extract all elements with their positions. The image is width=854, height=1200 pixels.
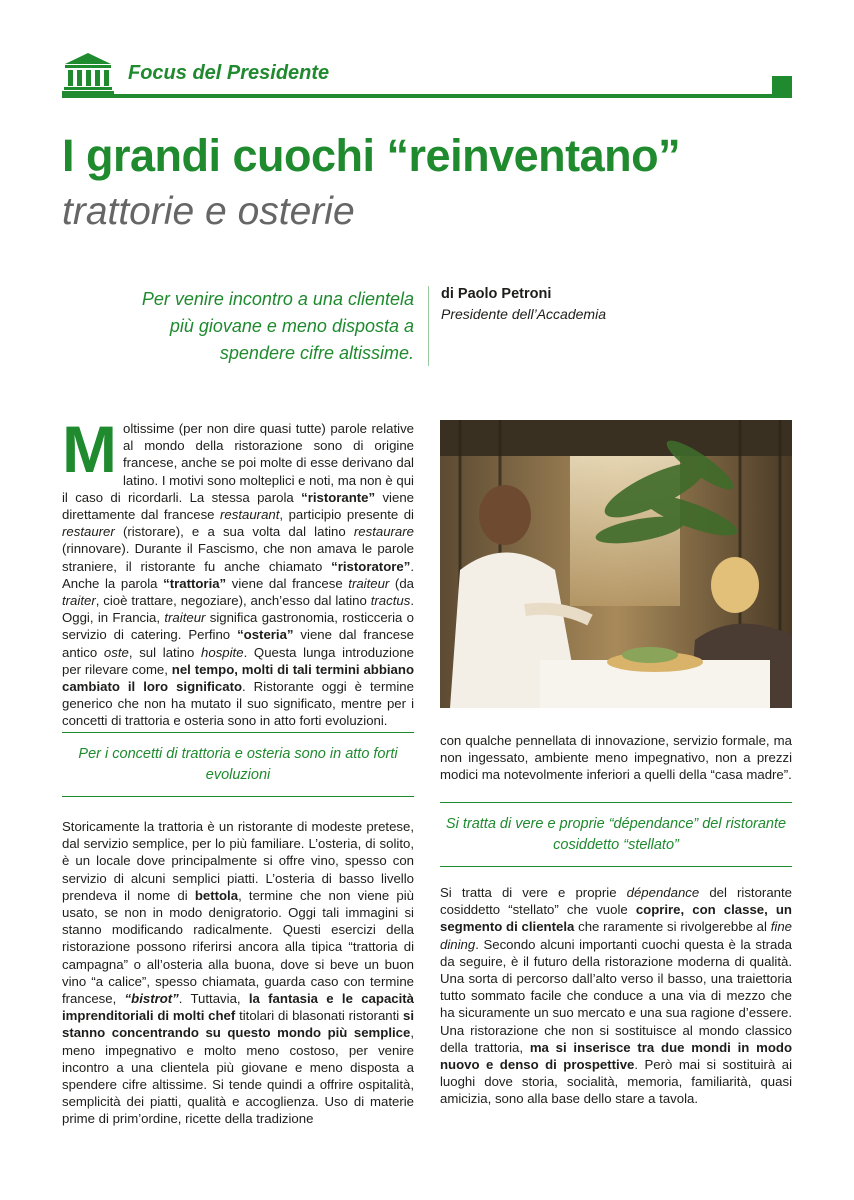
- header-rule: [62, 94, 792, 98]
- text-run: nel tempo, molti di tali termini abbiano cambiato il loro significato: [62, 661, 414, 695]
- body-paragraph-3: [440, 732, 792, 784]
- text-run: “osteria”: [237, 627, 294, 643]
- text-run: con qualche pennellata di innovazione, servizio formale, ma non ingessato, ambiente meno impegnativo, non a prezzi modici ma notevolmente inferiori a quelli della “casa madre”.: [440, 733, 792, 783]
- pullquote-rule-bottom: [440, 866, 792, 867]
- author-role: Presidente dell’Accademia: [441, 306, 606, 322]
- text-run: la fantasia e le capacità imprenditoriali di molti chef: [62, 991, 415, 1024]
- text-run: ma si inserisce tra due mondi in modo nuovo e denso di prospettive: [440, 1039, 793, 1073]
- text-run: viene dal francese: [226, 575, 349, 591]
- text-run: . Questa lunga introduzione per rilevare come,: [62, 644, 414, 677]
- text-run: , sul latino: [128, 644, 202, 660]
- paragraph-text: [62, 819, 414, 1126]
- text-run: viene direttamente dal francese: [62, 489, 414, 523]
- text-run: viene dal francese antico: [62, 627, 414, 660]
- paragraph-text: [440, 733, 792, 782]
- article-lead: Per venire incontro a una clientela più giovane e meno disposta a spendere cifre altissime.: [141, 289, 414, 363]
- text-run: si stanno concentrando su questo mondo più semplice: [62, 1008, 414, 1041]
- text-run: (ristorare), e a sua volta dal latino: [114, 524, 354, 540]
- body-paragraph-1: [62, 412, 414, 730]
- lead-divider: [428, 286, 429, 366]
- text-run: restaurare: [353, 524, 414, 540]
- text-run: tractus: [370, 593, 411, 609]
- text-run: che raramente si rivolgerebbe al: [574, 919, 771, 935]
- text-run: traiteur: [164, 610, 206, 626]
- text-run: (rinnovare). Durante il Fascismo, che non amava le parole straniere, il ristorante fu anche chiamato: [62, 541, 414, 574]
- body-paragraph-2: [62, 818, 414, 1128]
- author-name: di Paolo Petroni: [441, 286, 552, 302]
- text-run: . Anche la parola: [62, 558, 414, 591]
- text-run: Storicamente la trattoria è un ristorante di modeste pretese, dal servizio semplice, per lo più familiare. L’osteria, di solito, è un locale dove principalmente si offre vino, spesso con servizio di alcuni semplici piatti. L’osteria di basso livello prendeva il nome di: [62, 819, 414, 903]
- text-run: bettola: [194, 887, 239, 903]
- text-run: . Tuttavia,: [178, 991, 249, 1007]
- article-subtitle: trattorie e osterie: [62, 190, 355, 233]
- pullquote-1: Per i concetti di trattoria e osteria sono in atto forti evoluzioni: [78, 746, 398, 783]
- text-run: hospite: [201, 644, 244, 660]
- text-run: , cioè trattare, negoziare), anch’esso dal latino: [95, 593, 371, 609]
- body-paragraph-4: [440, 884, 792, 1108]
- text-run: . Oggi, in Francia,: [62, 593, 414, 626]
- pullquote-rule-bottom: [62, 796, 414, 797]
- text-run: fine dining: [440, 919, 792, 952]
- article-title: I grandi cuochi “reinventano”: [62, 130, 681, 181]
- text-run: “trattoria”: [163, 575, 227, 591]
- text-run: del ristorante cosiddetto “stellato” che vuole: [440, 885, 792, 918]
- text-run: traiter: [62, 593, 96, 609]
- text-run: significa gastronomia, rosticceria o servizio di catering. Perfino: [62, 610, 414, 643]
- pullquote-rule-top: [440, 802, 792, 803]
- text-run: “ristorante”: [301, 489, 376, 505]
- text-run: oste: [103, 644, 129, 660]
- text-run: titolari di blasonati ristoranti: [235, 1008, 403, 1024]
- text-run: (da: [389, 575, 414, 591]
- text-run: . Ristorante oggi è termine generico che non ha mutato il suo significato, mentre per i concetti di trattoria e osteria sono in atto forti evoluzioni.: [62, 679, 414, 729]
- text-run: restaurant: [220, 507, 280, 523]
- text-run: “bistrot”: [124, 991, 179, 1007]
- text-run: oltissime (per non dire quasi tutte) parole relative al mondo della ristorazione sono di origine francese, anche se poi molte di esse derivano dal latino. I motivi sono molteplici e noti, ma non è qui il caso di ricordarli. La stessa parola: [62, 421, 414, 505]
- text-run: dépendance: [626, 885, 700, 900]
- text-run: , termine che non viene più usato, se non in modo denigratorio. Oggi tali immagini si stanno modificando radicalmente. Questi esercizi della ristorazione possono riferirsi ancora alla tipica “trattoria di campagna” o all’osteria alla buona, dove si beve un buon vino “a calice”, spesso chiamata, guarda caso con termine francese,: [62, 887, 414, 1007]
- text-run: traiteur: [348, 575, 390, 591]
- text-run: coprire, con classe, un segmento di clientela: [440, 902, 792, 935]
- text-run: . Secondo alcuni importanti cuochi questa è la strada da seguire, è il futuro della ristorazione moderna di qualità. Una sorta di percorso dall’alto verso il basso, una traiettoria tutto sommato facile che conduce a una via di mezzo che ha sicuramente un suo mercato e una sua ragione d’essere. Una ristorazione che non si sostituisce al mondo classico della trattoria,: [440, 936, 792, 1055]
- restaurant-photo: [440, 420, 792, 708]
- text-run: Si tratta di vere e proprie: [440, 885, 627, 900]
- header-square-decoration: [772, 76, 792, 96]
- pullquote-rule-top: [62, 732, 414, 733]
- section-label: Focus del Presidente: [128, 62, 330, 84]
- academy-building-icon: [62, 52, 114, 94]
- paragraph-text: [440, 885, 792, 1106]
- text-run: , meno impegnativo e molto meno costoso, per venire incontro a una clientela più giovane e meno disposta a spendere cifre altissime. Si tende quindi a offrire ospitalità, semplicità dei piatti, qualità e accoglienza. Uso di materie prime di prim’ordine, ricette della tradizione: [62, 1025, 414, 1127]
- pullquote-2: Si tratta di vere e proprie “dépendance” del ristorante cosiddetto “stellato”: [445, 816, 787, 853]
- text-run: “ristoratore”: [331, 558, 411, 574]
- text-run: restaurer: [62, 524, 115, 540]
- text-run: . Però mai si sostituirà ai luoghi dove storia, socialità, memoria, familiarità, quasi amicizia, sono alla base dello stare a tavola.: [440, 1057, 792, 1107]
- drop-cap: M: [62, 412, 117, 486]
- text-run: , participio presente di: [279, 507, 414, 523]
